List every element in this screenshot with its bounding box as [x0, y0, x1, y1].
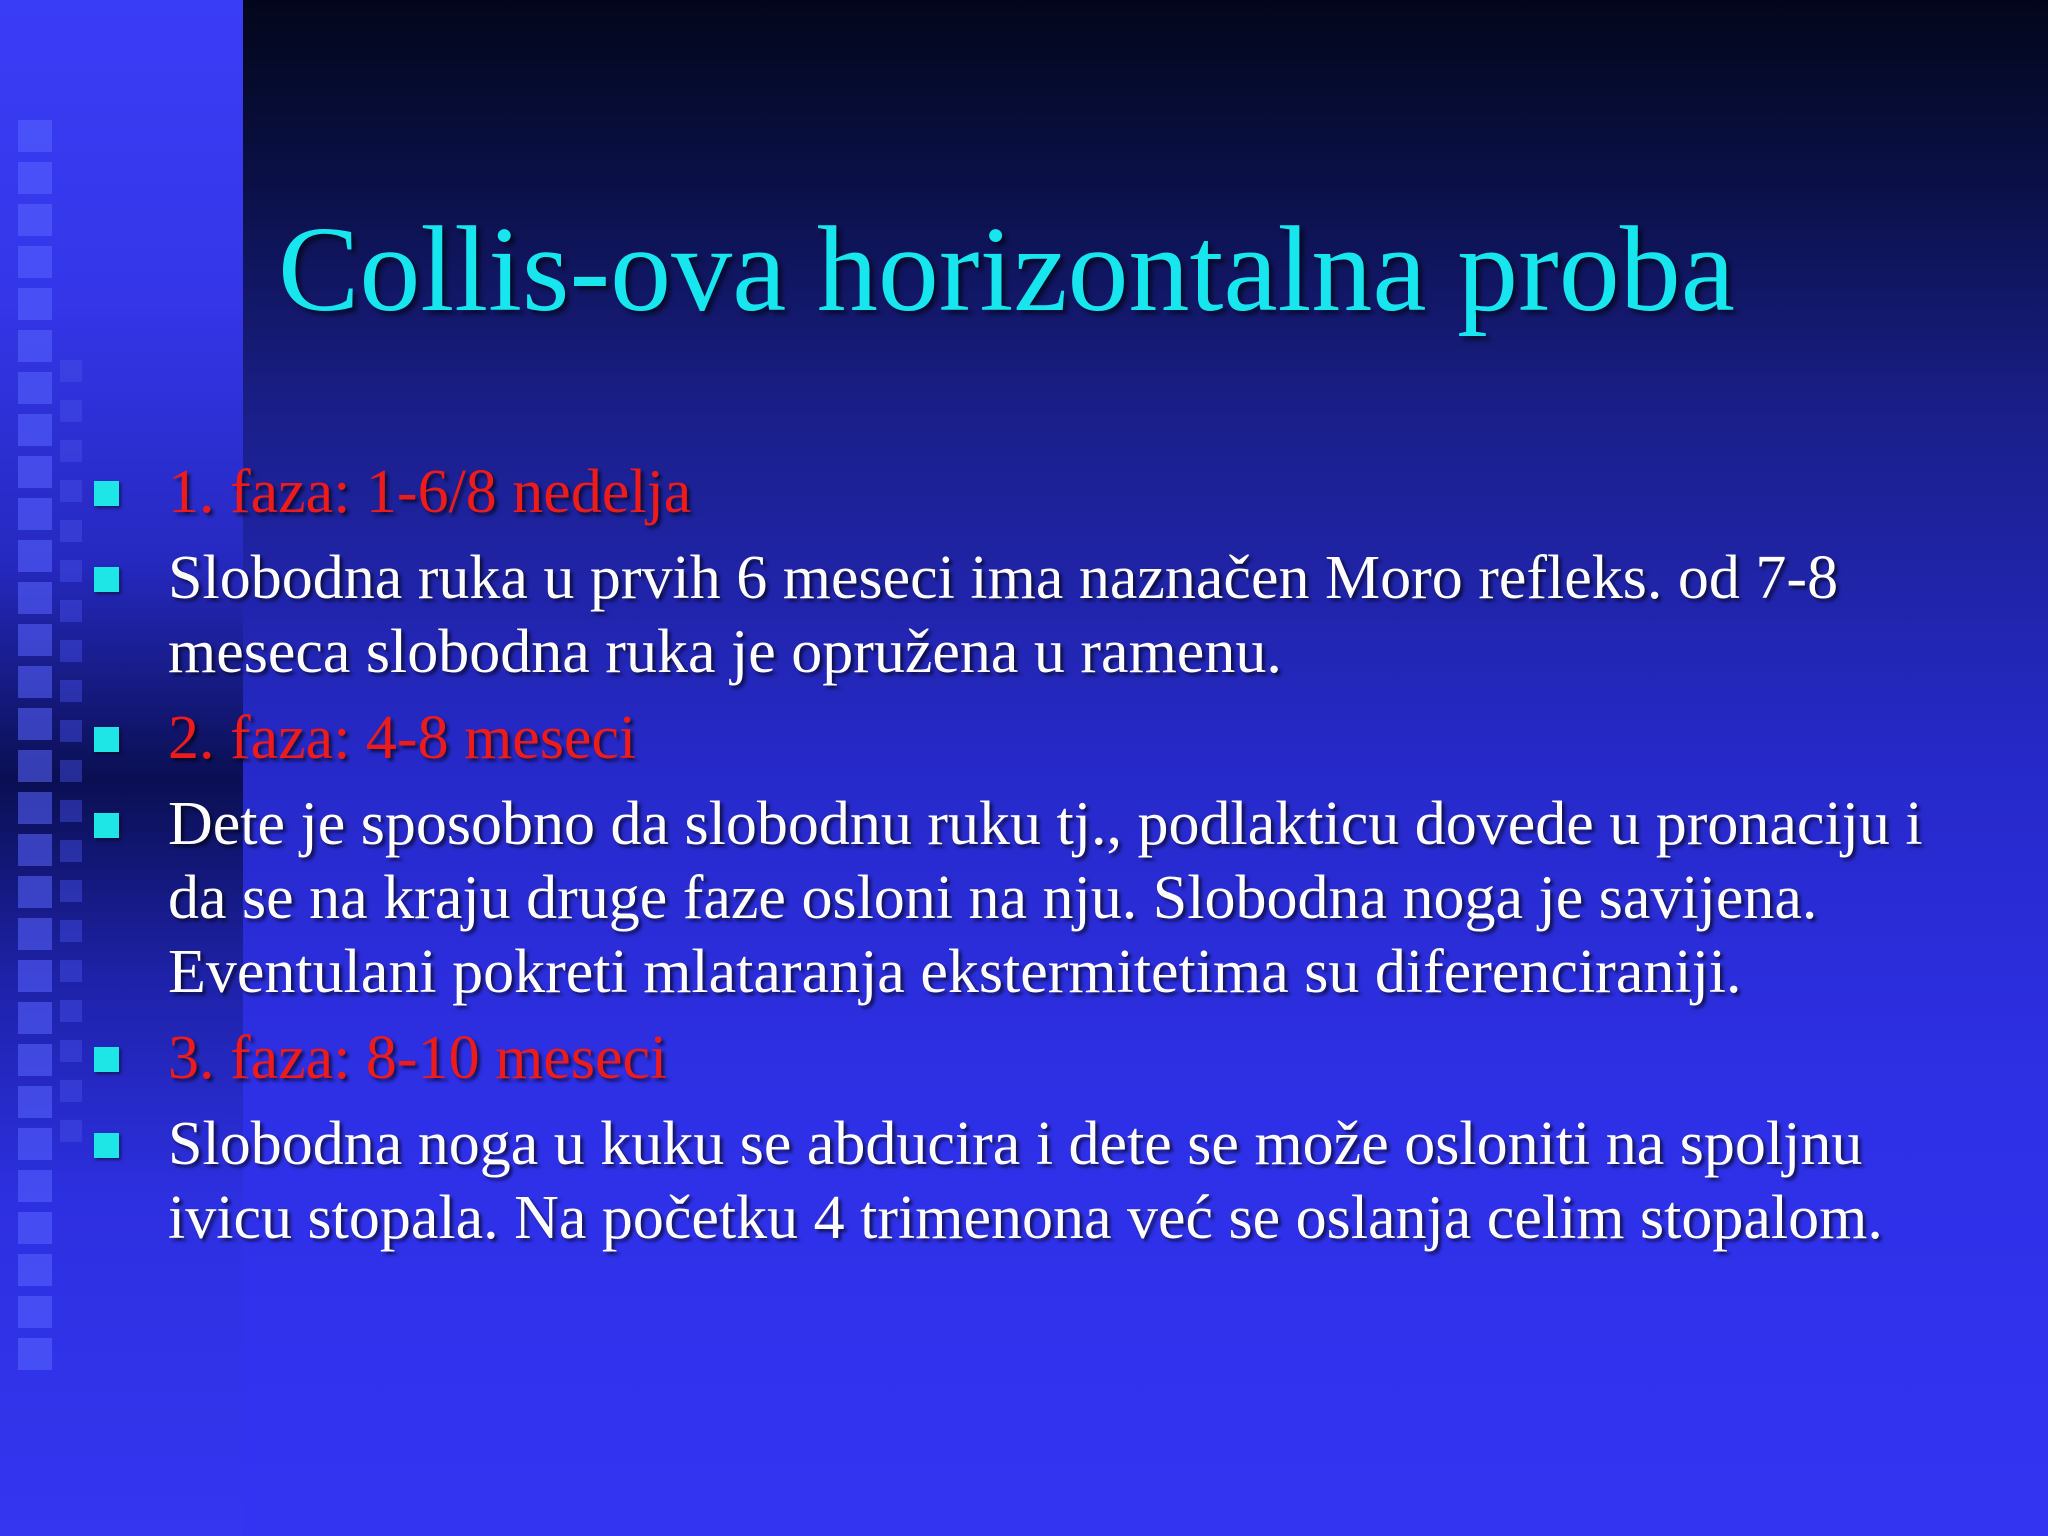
- decor-square: [18, 1296, 52, 1328]
- decor-square: [60, 400, 82, 422]
- decor-square: [60, 920, 82, 942]
- decor-square: [18, 708, 52, 740]
- bullet-item-phase-1-desc: [90, 541, 1990, 689]
- decor-square: [18, 1044, 52, 1076]
- decor-square: [18, 288, 52, 320]
- decor-square: [18, 246, 52, 278]
- decor-square: [60, 520, 82, 542]
- square-bullet-icon: [94, 1047, 119, 1072]
- decor-square: [60, 600, 82, 622]
- bullet-text: 2. faza: 4-8 meseci: [168, 704, 637, 772]
- decor-square: [18, 1128, 52, 1160]
- decor-square: [60, 1080, 82, 1102]
- decor-square: [18, 1212, 52, 1244]
- decor-square: [18, 330, 52, 362]
- decor-square: [18, 960, 52, 992]
- decor-square: [18, 792, 52, 824]
- decor-square: [18, 1002, 52, 1034]
- decorative-squares-inner: [60, 360, 84, 1260]
- decor-square: [18, 1086, 52, 1118]
- decor-square: [18, 414, 52, 446]
- decor-square: [60, 1000, 82, 1022]
- decor-square: [18, 372, 52, 404]
- bullet-list: [90, 455, 1990, 1267]
- bullet-text: 3. faza: 8-10 meseci: [168, 1024, 668, 1092]
- decor-square: [60, 840, 82, 862]
- decor-square: [60, 480, 82, 502]
- bullet-text: 1. faza: 1-6/8 nedelja: [168, 458, 692, 526]
- square-bullet-icon: [94, 481, 119, 506]
- decor-square: [60, 360, 82, 382]
- decor-square: [18, 834, 52, 866]
- decor-square: [18, 624, 52, 656]
- decor-square: [60, 680, 82, 702]
- slide-title: Collis-ova horizontalna proba: [278, 202, 1735, 337]
- bullet-text: Slobodna ruka u prvih 6 meseci ima naznačen Moro refleks. od 7-8 meseca slobodna ruka je opružena u ramenu.: [168, 544, 1839, 686]
- decor-square: [18, 162, 52, 194]
- decor-square: [60, 760, 82, 782]
- square-bullet-icon: [94, 813, 119, 838]
- decor-square: [60, 800, 82, 822]
- decor-square: [18, 1338, 52, 1370]
- bullet-item-phase-3: [90, 1021, 1990, 1095]
- decor-square: [18, 918, 52, 950]
- decor-square: [18, 666, 52, 698]
- decor-square: [18, 750, 52, 782]
- decor-square: [60, 560, 82, 582]
- decor-square: [18, 1254, 52, 1286]
- decorative-squares: [18, 120, 52, 1380]
- decor-square: [18, 540, 52, 572]
- square-bullet-icon: [94, 567, 119, 592]
- decor-square: [18, 876, 52, 908]
- bullet-item-phase-3-desc: [90, 1107, 1990, 1255]
- square-bullet-icon: [94, 727, 119, 752]
- decor-square: [18, 498, 52, 530]
- decor-square: [18, 456, 52, 488]
- decor-square: [60, 880, 82, 902]
- decor-square: [18, 1170, 52, 1202]
- bullet-item-phase-1: [90, 455, 1990, 529]
- decor-square: [18, 120, 52, 152]
- bullet-text: Slobodna noga u kuku se abducira i dete se može osloniti na spoljnu ivicu stopala. Na početku 4 trimenona već se oslanja celim stopalom.: [168, 1110, 1883, 1252]
- decor-square: [60, 1040, 82, 1062]
- decor-square: [18, 582, 52, 614]
- square-bullet-icon: [94, 1133, 119, 1158]
- bullet-item-phase-2: [90, 701, 1990, 775]
- bullet-text: Dete je sposobno da slobodnu ruku tj., podlakticu dovede u pronaciju i da se na kraju druge faze osloni na nju. Slobodna noga je savijena. Eventulani pokreti mlataranja ekstermitetima su diferenciraniji.: [168, 790, 1923, 1006]
- decor-square: [60, 1120, 82, 1142]
- bullet-item-phase-2-desc: [90, 787, 1990, 1009]
- decor-square: [60, 440, 82, 462]
- decor-square: [60, 720, 82, 742]
- decor-square: [60, 960, 82, 982]
- decor-square: [60, 640, 82, 662]
- decor-square: [18, 204, 52, 236]
